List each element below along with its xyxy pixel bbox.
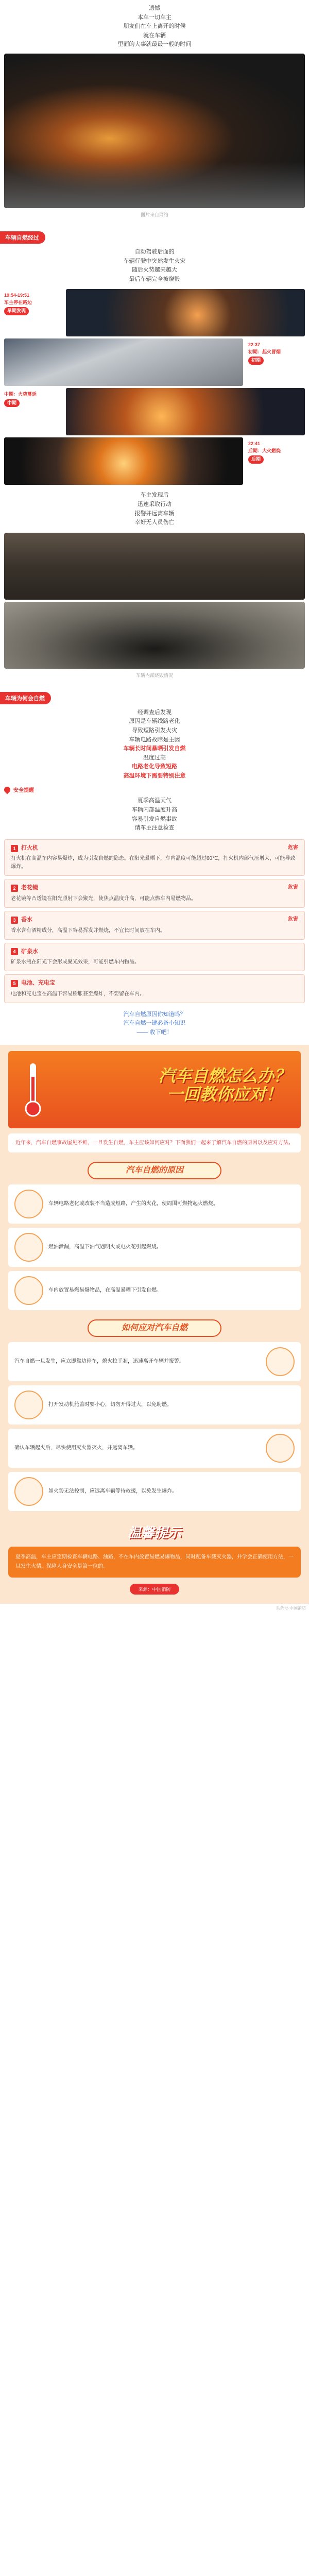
timeline-note: 车主停在路边 [4,299,32,305]
intro-text [0,0,309,49]
response-text: 打开发动机舱盖时要小心，切勿开得过大，以免助燃。 [48,1401,172,1408]
timeline-item [4,437,305,485]
hazard-title: 电池、充电宝 [21,980,55,987]
section-line: 报警并远离车辆 [134,510,175,517]
intro-line: 本车一切车主 [138,14,171,21]
warning-text [0,796,309,833]
source-pill: 来源：中国消防 [130,1584,179,1595]
section-line: 车主发现后 [140,492,169,499]
highlight-line: 电路老化导致短路 [132,764,177,770]
warning-line: 车辆内部温度升高 [132,807,177,814]
section-line: 车辆行驶中突然发生火灾 [123,258,186,264]
response-text: 确认车辆起火后，尽快使用灭火器灭火，并远离车辆。 [14,1445,138,1451]
footer [0,1604,309,1612]
hazard-title: 香水 [21,917,32,923]
cause-item [8,1271,301,1310]
photo-caption: 图片来自网络 [140,212,168,217]
intro-line: 遗憾 [149,5,160,11]
section-line: 随后火势越来越大 [132,267,177,274]
burnt-dashboard-photo [4,602,305,669]
poster-title-line: 一回教你应对！ [166,1085,282,1104]
tips-heading: 温馨提示 [127,1524,181,1540]
phone-call-icon [14,1477,43,1506]
timeline-photo [66,388,305,435]
hazard-title: 矿泉水 [21,948,38,955]
timeline-badge: 中期 [4,399,20,408]
related-link[interactable]: 汽车自燃一键必备小知识 [123,1020,186,1027]
warning-line: 夏季高温天气 [138,798,171,804]
section-line: 最后车辆完全被烧毁 [129,276,180,282]
timeline-note: 后期：大火燃烧 [248,448,281,453]
warning-line: 请车主注意检查 [134,825,175,832]
cause-text: 车辆电路老化或改装不当造成短路，产生的火花，使周围可燃物起火燃烧。 [48,1200,218,1207]
section-line: 导致短路引发火灾 [132,727,177,734]
section-text [0,708,309,781]
timeline-note: 初期：起火冒烟 [248,349,281,354]
item-number: 4 [11,948,18,955]
poster-intro: 近年来，汽车自燃事故屡见不鲜，一旦发生自燃，车主应该如何应对？下面我们一起来了解汽车自燃的原因以及应对方法。 [8,1133,301,1153]
section-line: 经调查后发现 [138,709,171,716]
section-line: 迅速采取行动 [138,501,171,507]
warning-title: 安全提醒 [13,788,34,794]
burnt-interior-photo [4,533,305,600]
hazard-text: 老花镜等凸透镜在阳光照射下会聚光，使焦点温度升高，可能点燃车内易燃物品。 [11,896,196,902]
watermark: 头条号·中国消防 [276,1605,306,1611]
highlight-line: 车辆长时间暴晒引发自燃 [123,745,186,752]
item-number: 5 [11,980,18,987]
timeline-time: 22:37 [248,342,261,348]
section-tag-cause: 车辆为何会自燃 [0,692,51,704]
hazard-text: 打火机在高温车内容易爆炸，成为引发自燃的隐患。在阳光暴晒下，车内温度可能超过60℃，打火机内部气压增大，可能导致爆炸。 [11,856,296,870]
hazard-item [4,943,305,972]
intro-line: 就在车辆 [143,32,166,39]
section-line: 原因是车辆线路老化 [129,718,180,725]
infographic-poster [0,1045,309,1604]
hazard-tag: 危害 [288,917,298,923]
timeline-time: 22:41 [248,441,261,447]
warning-line: 容易引发自燃事故 [132,816,177,822]
car-battery-icon [14,1190,43,1218]
thermometer-icon [24,1061,42,1118]
timeline-badge: 后期 [248,455,264,464]
timeline-photo [66,289,305,336]
section-text [0,248,309,284]
section-text-after [0,491,309,527]
hazard-item [4,879,305,908]
section-line: 温度过高 [143,754,166,761]
section-line: 自动驾驶后面的 [134,248,175,255]
flame-icon [3,785,12,794]
poster-title-line: 汽车自燃怎么办？ [158,1066,290,1085]
response-text: 如火势无法控制，应远离车辆等待救援，以免发生爆炸。 [48,1488,177,1494]
section-line: 幸好无人员伤亡 [134,519,175,526]
hazard-item [4,839,305,876]
related-link[interactable]: 汽车自燃原因你知道吗？ [123,1011,186,1018]
photo-caption: 车辆内部烧毁情况 [135,672,173,678]
timeline-item [4,289,305,336]
timeline-badge: 初期 [248,357,264,365]
section-line: 车辆电路故障是主因 [129,736,180,743]
tips-text: 夏季高温，车主应定期检查车辆电路、油路，不在车内放置易燃易爆物品，同时配备车载灭火器，并学会正确使用方法，一旦发生火情，保障人身安全是第一位的。 [8,1547,301,1578]
poster-section-head: 如何应对汽车自燃 [88,1319,221,1337]
related-links [0,1010,309,1038]
hazard-title: 老花镜 [21,885,38,891]
cause-item [8,1228,301,1267]
hazard-item [4,911,305,940]
timeline-time: 19:54-19:51 [4,293,30,298]
timeline-item [4,338,305,386]
fuel-leak-icon [14,1233,43,1262]
intro-line: 里面的大事就最最一般的时间 [117,41,192,48]
poster-header [8,1051,301,1128]
burning-car-icon [266,1347,295,1376]
warning-bar [4,786,305,793]
hazard-tag: 危害 [288,885,298,891]
hazard-text: 矿泉水瓶在阳光下会形成聚光效果，可能引燃车内物品。 [11,959,140,965]
timeline [0,289,309,485]
timeline-photo [4,338,243,386]
timeline-note: 中期：火势蔓延 [4,392,37,397]
cause-item [8,1184,301,1224]
hazard-item [4,974,305,1003]
item-number: 3 [11,917,18,924]
flammable-items-icon [14,1276,43,1305]
response-item [8,1472,301,1511]
response-item [8,1342,301,1381]
timeline-item [4,388,305,435]
hazard-title: 打火机 [21,844,38,851]
cause-text: 燃油泄漏，高温下油气遇明火或电火花引起燃烧。 [48,1244,162,1250]
hazard-text: 香水含有酒精成分，高温下容易挥发并燃烧，不宜长时间放在车内。 [11,927,165,934]
hazard-list [0,839,309,1003]
response-item [8,1385,301,1425]
hazard-text: 电池和充电宝在高温下容易膨胀甚至爆炸，不要留在车内。 [11,991,145,997]
related-link-tail: —— 收下吧！ [136,1029,173,1036]
item-number: 1 [11,845,18,852]
timeline-photo [4,437,243,485]
poster-section-head: 汽车自燃的原因 [88,1162,221,1179]
intro-line: 朋友们在车上离开的时候 [123,23,186,30]
poster-title [159,1066,290,1105]
cause-text: 车内放置易燃易爆物品，在高温暴晒下引发自燃。 [48,1287,162,1293]
hazard-tag: 危害 [288,844,298,851]
timeline-badge: 早期发现 [4,307,29,315]
section-tag-fire-process: 车辆自燃经过 [0,231,45,244]
highlight-line: 高温环境下需要特别注意 [123,772,186,779]
car-hood-icon [14,1391,43,1419]
item-number: 2 [11,885,18,892]
response-item [8,1429,301,1468]
extinguisher-icon [266,1434,295,1463]
burnt-car-photo [4,54,305,208]
response-text: 汽车自燃一旦发生，应立即靠边停车，熄火拉手刹，迅速离开车辆并报警。 [14,1358,184,1364]
